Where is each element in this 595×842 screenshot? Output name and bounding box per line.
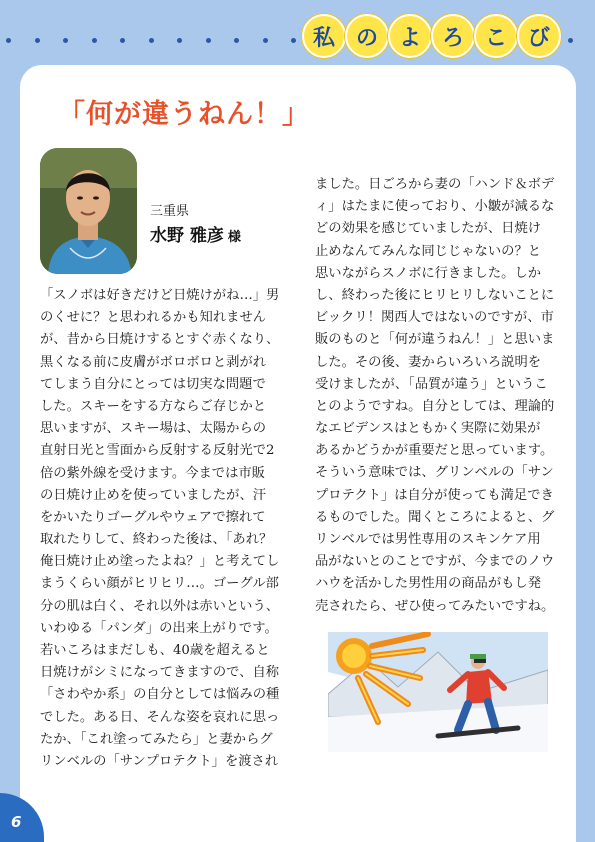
section-header <box>302 14 560 58</box>
text-line: 倍の紫外線を受けます。今までは市販 <box>40 465 265 481</box>
header-char: こ <box>474 14 518 58</box>
text-line: ビックリ！関西人ではないのですが、市 <box>315 310 554 326</box>
article-column-right <box>315 174 560 618</box>
text-line: した。スキーをする方ならご存じかと <box>40 398 267 414</box>
text-line: てしまう自分にとっては切実な問題で <box>40 376 266 392</box>
text-line: 黒くなる前に皮膚がボロボロと剥がれ <box>40 354 267 370</box>
text-line: リンベルでは男性専用のスキンケア用 <box>315 532 541 547</box>
author-prefecture: 三重県 <box>150 204 190 219</box>
author-name-text: 水野 雅彦 <box>150 226 224 246</box>
snowboarder-illustration <box>328 632 548 752</box>
decorative-dots <box>6 30 296 50</box>
header-char: 私 <box>302 14 346 58</box>
text-line: 売されたら、ぜひ使ってみたいですね。 <box>315 598 555 614</box>
text-line: あるかどうかが重要だと思っています。 <box>315 443 554 459</box>
text-line: 思いながらスノボに行きました。しか <box>315 265 542 281</box>
text-line: とのようですね。自分としては、理論的 <box>315 398 555 414</box>
article-title: 「何が違うねん！」 <box>58 99 310 130</box>
header-char: の <box>345 14 389 58</box>
page-number: 6 <box>11 813 22 831</box>
text-line: 「スノボは好きだけど日焼けがね…」男 <box>40 288 280 303</box>
text-line: 直射日光と雪面から反射する反射光で2 <box>40 443 275 459</box>
text-line: なエビデンスはともかく実際に効果が <box>315 421 541 437</box>
text-line: 分の肌は白く、それ以外は赤いという、 <box>40 598 280 614</box>
text-line: プロテクト」は自分が使っても満足でき <box>315 487 554 503</box>
text-line: 若いころはまだしも、40歳を超えると <box>40 643 270 658</box>
text-line: まうくらい顔がヒリヒリ…。ゴーグル部 <box>40 576 279 592</box>
text-line: リンベルの「サンプロテクト」を渡され <box>40 753 279 769</box>
text-line: 「さわやか系」の自分としては悩みの種 <box>40 687 280 703</box>
text-line: ィ」はたまに使っており、小皺が減るな <box>315 199 555 215</box>
author-honorific: 様 <box>227 230 241 245</box>
text-line: のくせに？と思われるかも知れません <box>40 310 267 326</box>
text-line: そういう意味では、グリンベルの「サン <box>315 465 554 481</box>
text-line: るものでした。聞くところによると、グ <box>315 509 555 525</box>
text-line: ハウを活かした男性用の商品がもし発 <box>315 576 542 592</box>
author-photo <box>40 148 137 274</box>
text-line: をかいたりゴーグルやウェアで擦れて <box>40 509 266 525</box>
article-column-left <box>40 285 285 773</box>
author-name <box>150 221 241 246</box>
text-line: 俺日焼け止め塗ったよね？」と考えてし <box>40 554 280 570</box>
text-line: 思いますが、スキー場は、太陽からの <box>40 421 267 437</box>
header-char: ろ <box>431 14 475 58</box>
text-line: し、終わった後にヒリヒリしないことに <box>315 287 555 303</box>
text-line: 取れたりして、終わった後は、「あれ？ <box>40 532 273 548</box>
text-line: たか、「これ塗ってみたら」と妻からグ <box>40 731 273 747</box>
header-char: よ <box>388 14 432 58</box>
header-char: び <box>517 14 561 58</box>
text-line: ました。日ごろから妻の「ハンド＆ボデ <box>315 177 555 192</box>
text-line: 販のものと「何が違うねん！」と思いま <box>315 332 555 348</box>
text-line: 日焼けがシミになってきますので、自称 <box>40 665 280 681</box>
text-line: 品がないとのことですが、今までのノウ <box>315 554 555 570</box>
text-line: いわゆる「パンダ」の出来上がりです。 <box>40 620 278 636</box>
text-line: どの効果を感じていましたが、日焼け <box>315 221 542 237</box>
text-line: 受けましたが、「品質が違う」というこ <box>315 376 548 392</box>
text-line: の日焼け止めを使っていましたが、汗 <box>40 487 267 503</box>
decorative-dot <box>568 38 573 43</box>
text-line: でした。ある日、そんな姿を哀れに思っ <box>40 709 280 725</box>
text-line: 止めなんてみんな同じじゃないの？と <box>315 243 542 259</box>
text-line: した。その後、妻からいろいろ説明を <box>315 354 542 370</box>
text-line: が、昔から日焼けするとすぐ赤くなり、 <box>40 332 280 348</box>
